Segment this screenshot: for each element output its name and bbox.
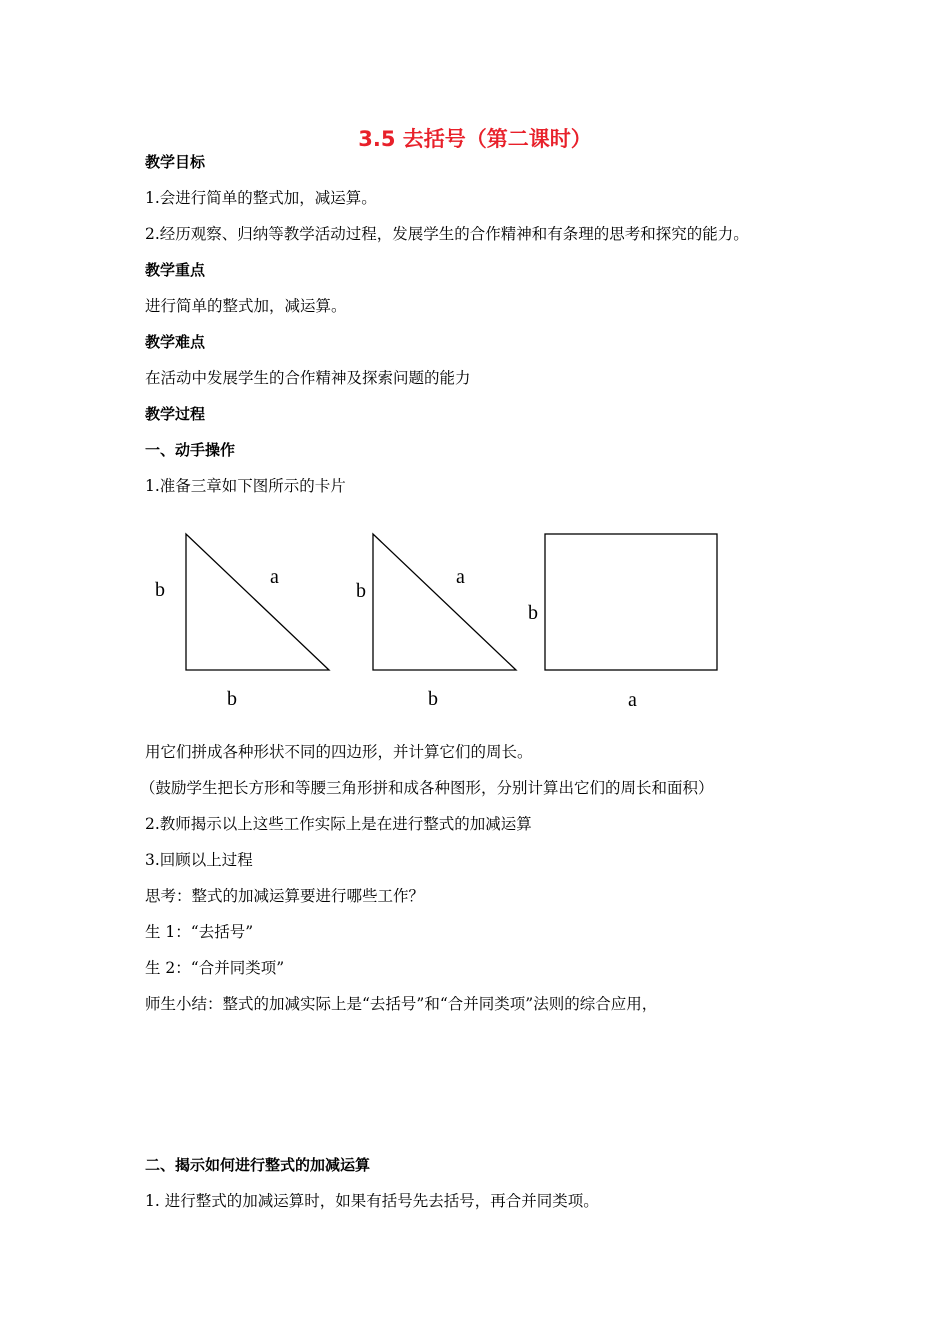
paragraph-student-1: 生 1：“去括号” bbox=[145, 923, 254, 941]
paragraph-review: 3.回顾以上过程 bbox=[145, 851, 253, 869]
difficulty-text: 在活动中发展学生的合作精神及探索问题的能力 bbox=[145, 369, 471, 387]
part2-heading: 二、揭示如何进行整式的加减运算 bbox=[145, 1156, 371, 1174]
paragraph-combine: 用它们拼成各种形状不同的四边形，并计算它们的周长。 bbox=[145, 743, 533, 761]
triangle-1-hyp-label: a bbox=[270, 566, 279, 588]
triangle-card-2 bbox=[373, 534, 516, 670]
part1-heading: 一、动手操作 bbox=[145, 441, 236, 459]
goal-item-1: 1.会进行简单的整式加，减运算。 bbox=[145, 189, 377, 207]
card-shapes-figure bbox=[145, 520, 745, 720]
triangle-2-bottom-label: b bbox=[428, 688, 438, 710]
triangle-card-1 bbox=[186, 534, 329, 670]
section-heading-key: 教学重点 bbox=[145, 261, 206, 279]
rectangle-card bbox=[545, 534, 717, 670]
rectangle-left-label: b bbox=[528, 602, 538, 624]
paragraph-encourage: （鼓励学生把长方形和等腰三角形拼和成各种图形，分别计算出它们的周长和面积） bbox=[140, 779, 714, 797]
key-point-text: 进行简单的整式加，减运算。 bbox=[145, 297, 347, 315]
triangle-1-bottom-label: b bbox=[227, 688, 237, 710]
section-heading-process: 教学过程 bbox=[145, 405, 206, 423]
goal-item-2: 2.经历观察、归纳等教学活动过程，发展学生的合作精神和有条理的思考和探究的能力。 bbox=[145, 225, 749, 243]
document-title: 3.5 去括号（第二课时） bbox=[358, 127, 592, 151]
part2-item-1: 1. 进行整式的加减运算时，如果有括号先去括号，再合并同类项。 bbox=[145, 1192, 599, 1210]
rectangle-bottom-label: a bbox=[628, 689, 637, 711]
step-1-text: 1.准备三章如下图所示的卡片 bbox=[145, 477, 346, 495]
paragraph-teacher-reveal: 2.教师揭示以上这些工作实际上是在进行整式的加减运算 bbox=[145, 815, 532, 833]
paragraph-summary: 师生小结：整式的加减实际上是“去括号”和“合并同类项”法则的综合应用， bbox=[145, 995, 658, 1013]
paragraph-think: 思考：整式的加减运算要进行哪些工作？ bbox=[145, 887, 425, 905]
triangle-2-left-label: b bbox=[356, 580, 366, 602]
section-heading-goals: 教学目标 bbox=[145, 153, 206, 171]
triangle-2-hyp-label: a bbox=[456, 566, 465, 588]
triangle-1-left-label: b bbox=[155, 579, 165, 601]
paragraph-student-2: 生 2：“合并同类项” bbox=[145, 959, 285, 977]
section-heading-difficulty: 教学难点 bbox=[145, 333, 206, 351]
